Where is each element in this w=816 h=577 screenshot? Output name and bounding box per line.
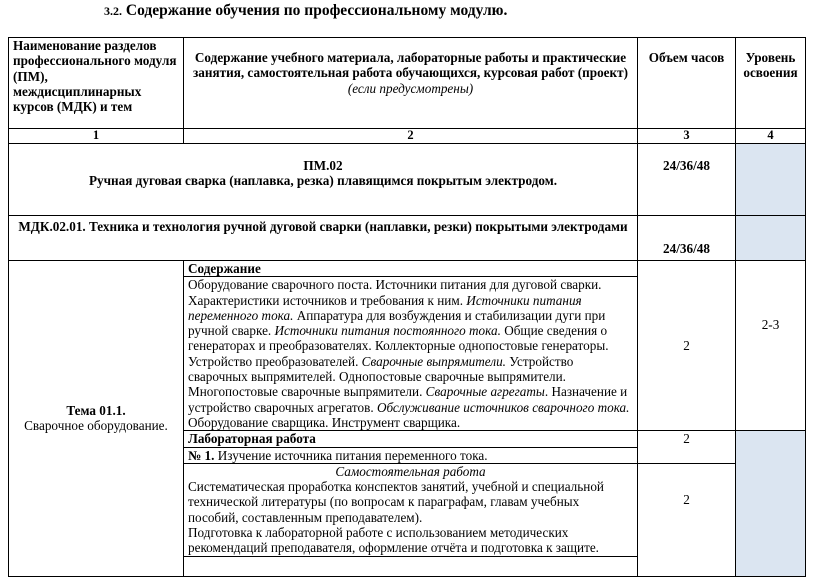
trailing-cell — [184, 556, 638, 576]
heading-number: 3.2. — [104, 4, 122, 18]
column-number: 1 — [9, 129, 184, 144]
column-number: 3 — [638, 129, 736, 144]
lab-item-number: № 1. — [188, 447, 215, 463]
content-label: Содержание — [184, 261, 638, 277]
mdk-hours: 24/36/48 — [638, 216, 736, 261]
content-fragment: . Назначение и устройство сварочных агрегатов. — [188, 384, 628, 415]
column-numbers-row — [9, 129, 806, 144]
header-row — [9, 38, 806, 129]
mdk-title: МДК.02.01. Техника и технология ручной дуговой сварки (наплавки, резки) покрытыми электродами — [9, 216, 638, 261]
content-fragment: Оборудование сварщика. Инструмент сварщика. — [188, 414, 461, 430]
content-fragment-italic: Источники питания переменного тока. — [188, 292, 582, 323]
header-hours: Объем часов — [638, 38, 736, 129]
header-content-main: Содержание учебного материала, лабораторные работы и практические занятия, самостоятельная работа обучающихся, курсовая работ (проект) — [193, 50, 628, 81]
header-content — [184, 38, 638, 129]
heading-text: Содержание обучения по профессиональному модулю. — [122, 2, 508, 19]
pm-title-cell — [9, 144, 638, 216]
theme-content-label-row — [9, 261, 806, 277]
indep-hours: 2 — [638, 463, 736, 576]
indep-cell — [184, 463, 638, 556]
header-level: Уровень освоения — [736, 38, 806, 129]
pm-level-cell — [736, 144, 806, 216]
content-fragment: Устройство сварочных выпрямителей. Однопостовые сварочные выпрямители. Многопостовые сварочные выпрямители. — [188, 353, 574, 400]
content-fragment-italic: Сварочные агрегаты — [425, 384, 545, 400]
content-hours: 2 — [638, 261, 736, 431]
content-fragment: Общие сведения о генераторах и преобразователях. Коллекторные однопостовые генераторы. Устройство преобразователей. — [188, 323, 609, 369]
column-number: 2 — [184, 129, 638, 144]
indep-text-1: Систематическая проработка конспектов занятий, учебной и специальной технической литературы (по вопросам к параграфам, главам учебных пособий, составленным преподавателем). — [188, 479, 604, 525]
content-fragment: Оборудование сварочного поста. Источники питания для дуговой сварки. Характеристики источников и требования к ним. — [188, 277, 602, 308]
content-fragment-italic: Сварочные выпрямители. — [361, 353, 506, 369]
pm-title: Ручная дуговая сварка (наплавка, резка) плавящимся покрытым электродом. — [88, 173, 558, 189]
lab-label: Лабораторная работа — [184, 431, 638, 447]
header-content-note: (если предусмотрены) — [347, 80, 474, 96]
page-heading — [104, 2, 507, 20]
lab-item — [184, 447, 638, 463]
indep-text-2: Подготовка к лабораторной работе с использованием методических рекомендаций преподавателя, оформление отчёта и подготовка к защите. — [188, 525, 599, 556]
pm-row — [9, 144, 806, 216]
header-sections: Наименование разделов профессионального модуля (ПМ), междисциплинарных курсов (МДК) и тем — [9, 38, 184, 129]
content-text — [184, 277, 638, 431]
theme-name: Сварочное оборудование. — [24, 418, 168, 434]
mdk-row — [9, 216, 806, 261]
pm-hours: 24/36/48 — [638, 144, 736, 216]
lab-hours: 2 — [638, 431, 736, 464]
content-fragment-italic: Обслуживание источников сварочного тока. — [376, 399, 630, 415]
lab-level-cell — [736, 431, 806, 576]
pm-code: ПМ.02 — [303, 158, 343, 173]
lab-item-text: Изучение источника питания переменного тока. — [214, 447, 488, 463]
content-fragment-italic: Источники питания постоянного тока. — [274, 323, 501, 339]
column-number: 4 — [736, 129, 806, 144]
mdk-level-cell — [736, 216, 806, 261]
indep-title: Самостоятельная работа — [335, 463, 486, 479]
theme-cell — [9, 261, 184, 577]
content-fragment: Аппаратура для возбуждения и стабилизации дуги при ручной сварке. — [188, 307, 606, 339]
theme-code: Тема 01.1. — [66, 403, 126, 419]
theme-level: 2-3 — [736, 261, 806, 431]
curriculum-table — [8, 37, 806, 577]
